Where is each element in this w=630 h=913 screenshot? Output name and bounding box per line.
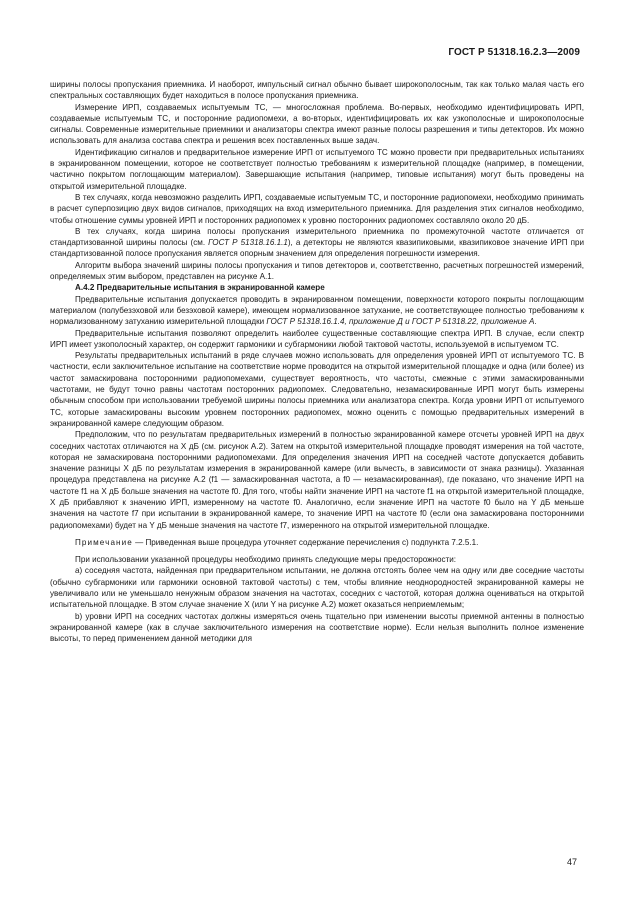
paragraph: Алгоритм выбора значений ширины полосы пропускания и типов детекторов и, соответственно, расчетных погрешностей измерений, определяемых этим выбором, представлен на рисунке А.1. (50, 260, 584, 282)
standard-reference: ГОСТ Р 51318.16.1.4, приложение Д и ГОСТ Р 51318.22, приложение А (266, 317, 535, 327)
paragraph: Идентификацию сигналов и предварительное измерение ИРП от испытуемого ТС можно провести при предварительных испытаниях в экранированном помещении, которое не соответствует полностью требованиям к измерительной площадке (например, в помещении, частично покрытом поглощающим материалом). Завершающие испытания (например, типовые испытания) могут быть проведены на открытой измерительной площадке. (50, 147, 584, 191)
note (50, 537, 584, 548)
paragraph: Предварительные испытания позволяют определить наиболее существенные составляющие спектра ИРП. В случае, если спектр ИРП имеет узкополосный характер, он содержит гармоники и субгармоники любой тактовой частоты, используемой в испытуемом ТС. (50, 328, 584, 349)
paragraph: ширины полосы пропускания приемника. И наоборот, импульсный сигнал обычно бывает широкополосным, так как только малая часть его спектральных составляющих будет находиться в полосе пропускания приемника. (50, 80, 584, 101)
document-header: ГОСТ Р 51318.16.2.3—2009 (448, 47, 580, 58)
paragraph: В тех случаях, когда невозможно разделить ИРП, создаваемые испытуемым ТС, и посторонние радиопомехи, необходимо принимать в расчет суперпозицию двух видов сигналов, приходящих на вход измерительного приемника. Для разделения этих сигналов необходимо, чтобы отношение суммы уровней ИРП и посторонних радиопомех к уровню посторонних радиопомех составляло около 20 дБ. (50, 192, 584, 225)
paragraph-text: В тех случаях, когда ширина полосы пропускания измерительного приемника по промежуточной частоте отличается от стандартизованной ширины полосы (см. (50, 226, 584, 248)
paragraph-text: ), а детекторы не являются квазипиковыми, квазипиковое значение ИРП при стандартизованной полосе пропускания является опорным значением для определения погрешности измерения. (50, 238, 585, 259)
paragraph: При использовании указанной процедуры необходимо принять следующие меры предосторожности: (75, 555, 457, 565)
page-number: 47 (566, 857, 577, 867)
list-item: b) уровни ИРП на соседних частотах должны измеряться очень тщательно при изменении высоты приемной антенны в полностью экранированной камере (как в случае заключительного измерения на соответствие норме). Если нельзя выполнить полное изменение высоты, то перед применением данной методики для (50, 611, 584, 644)
document-body (50, 79, 584, 645)
note-label: Примечание (75, 537, 133, 547)
section-heading: А.4.2 Предварительные испытания в экранированной камере (75, 283, 325, 293)
list-item: а) соседняя частота, найденная при предварительном испытании, не должна отстоять более чем на одну или две соседние частоты (обычно субгармоники или гармоники основной тактовой частоты) с тем, чтобы влияние неоднородностей экранированной камеры не увеличивало или не уменьшало ненужным образом значения на частотах, соседних с частотой, которая должна оцениваться на открытой испытательной площадке. В этом случае значение X (или Y на рисунке А.2) может оказаться неприемлемым; (50, 566, 584, 610)
standard-reference: ГОСТ Р 51318.16.1.1 (208, 238, 288, 248)
paragraph: Предположим, что по результатам предварительных измерений в полностью экранированной камере отсчеты уровней ИРП на двух соседних частотах отличаются на X дБ (см. рисунок А.2). Затем на открытой измерительной площадке проводят измерения на той частоте, которая не замаскирована посторонними радиопомехами. Для определения значения ИРП на соседней частоте допускается добавить значение разницы X дБ по результатам измерения в экранированной камере (или вычесть, в зависимости от знака разницы). Указанная процедура представлена на рисунке А.2 (f1 — замаскированная частота, а f0 — незамаскированная), где показано, что значение ИРП на частоте f1 на X дБ больше значения на частоте f0. Для того, чтобы найти значение ИРП на частоте f1 на открытой измерительной площадке, X дБ прибавляют к значению ИРП, измеренному на частоте f0. Аналогично, если значение ИРП на частоте f0 было на Y дБ меньше значения на частоте f7 при испытании в экранированной камере, то значение ИРП на частоте f0 (если она замаскирована посторонними радиопомехами) будет на Y дБ меньше значения на частоте f7, измеренного на открытой измерительной площадке. (50, 430, 584, 530)
paragraph (50, 226, 584, 260)
paragraph-text: Предварительные испытания допускается проводить в экранированном помещении, поверхности которого покрыты поглощающим материалом (полубезэховой или безэховой камере), имеющем нормализованное затухание, не соответствующее полностью требованиям к нормализованному затуханию измерительной площадки (50, 294, 584, 327)
paragraph: Результаты предварительных испытаний в ряде случаев можно использовать для определения уровней ИРП от испытуемого ТС. В частности, если заключительное испытание на соответствие норме проводится на открытой измерительной площадке и одна (или более) из частот замаскирована посторонними радиопомехами, существует вероятность, что частоты, смежные с этими замаскированными частотами, не будут точно равны частотам посторонних радиопомех. Следовательно, незамаскированные ИРП могут быть измерены обычным способом при использовании требуемой ширины полосы приемника или анализатора спектра. Когда уровни ИРП от испытуемого ТС, которые замаскированы высоким уровнем посторонних радиопомех, можно оценить с помощью предварительных измерений в экранированной камере следующим образом. (50, 351, 584, 428)
paragraph: Измерение ИРП, создаваемых испытуемым ТС, — многосложная проблема. Во-первых, необходимо идентифицировать ИРП, создаваемые испытуемым ТС, и посторонние радиопомехи, а во-вторых, идентифицировать их как узкополосные и широкополосные сигналы. Современные измерительные приемники и анализаторы спектра имеют разные полосы разрешения и типы детекторов. Их можно использовать для анализа состава спектра и решения всех поставленных выше задач. (50, 102, 584, 146)
note-text: — Приведенная выше процедура уточняет содержание перечисления с) подпункта 7.2.5.1. (132, 537, 479, 547)
paragraph: Предварительные испытания допускается проводить в экранированном помещении, поверхности которого покрыты поглощающим материалом (полубезэховой или безэховой камере), имеющем нормализованное затухание, не соответствующее полностью требованиям к нормализованному затуханию измерительной площадки ГОСТ Р 51318.16.1.4, приложение Д и ГОСТ Р 51318.22, приложение А. (50, 294, 584, 327)
